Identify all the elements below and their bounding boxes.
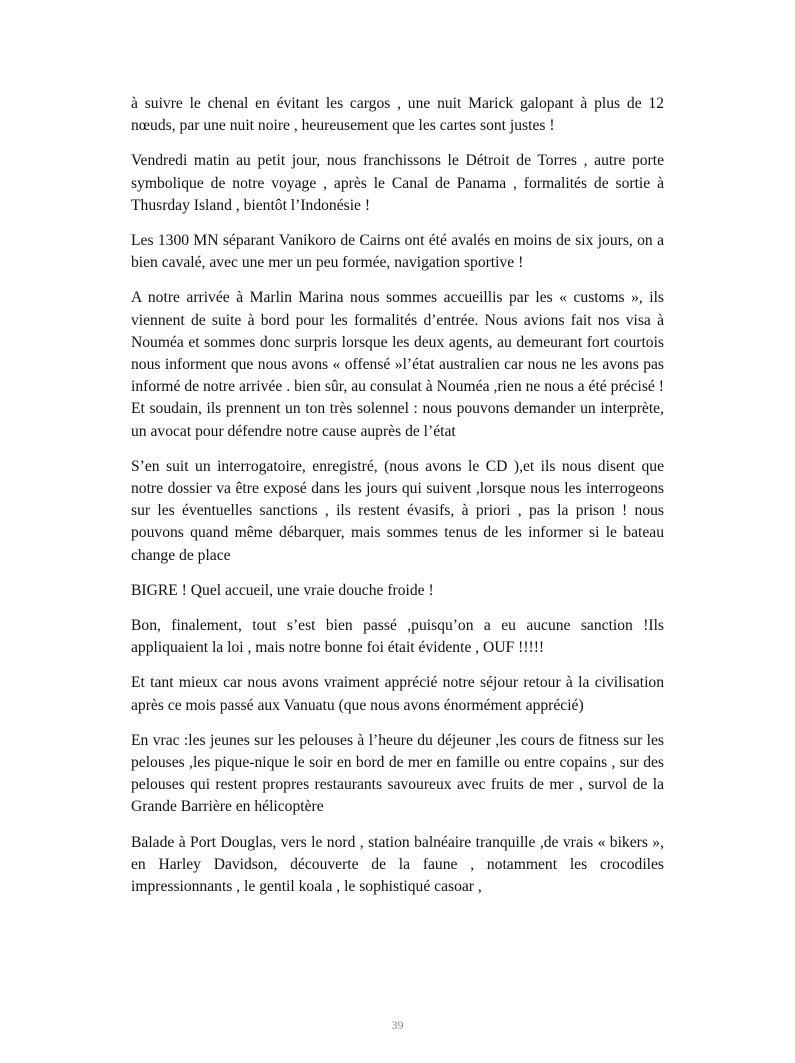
- page-number: 39: [391, 1018, 404, 1032]
- paragraph-interrogatoire: S’en suit un interrogatoire, enregistré, (nous avons le CD ),et ils nous disent que notre dossier va être exposé dans les jours qui suivent ,lorsque nous les interrogeons sur les éventuelles sanctions , ils restent évasifs, à priori , pas la prison ! nous pouvons quand même débarquer, mais sommes tenus de les informer si le bateau change de place: [131, 457, 664, 564]
- paragraph-port-douglas: Balade à Port Douglas, vers le nord , station balnéaire tranquille ,de vrais « bikers », en Harley Davidson, découverte de la faune , notamment les crocodiles impressionnants , le gentil koala , le sophistiqué casoar ,: [131, 833, 664, 896]
- paragraph-detroit-torres: Vendredi matin au petit jour, nous franchissons le Détroit de Torres , autre porte symbolique de notre voyage , après le Canal de Panama , formalités de sortie à Thusrday Island , bientôt l’Indonésie !: [131, 152, 664, 214]
- paragraph-passage-chenal: à suivre le chenal en évitant les cargos , une nuit Marick galopant à plus de 12 nœuds, par une nuit noire , heureusement que les cartes sont justes !: [131, 95, 664, 135]
- paragraph-arrivee-marlin-marina: A notre arrivée à Marlin Marina nous sommes accueillis par les « customs », ils viennent de suite à bord pour les formalités d’entrée. Nous avions fait nos visa à Nouméa et sommes donc surpris lorsque les deux agents, au demeurant fort courtois nous informent que nous avons « offensé »l’état australien car nous ne les avons pas informé de notre arrivée . bien sûr, au consulat à Nouméa ,rien ne nous a été précisé ! Et soudain, ils prennent un ton très solennel : nous pouvons demander un interprète, un avocat pour défendre notre cause auprès de l’état: [131, 289, 664, 440]
- paragraph-vanikoro-cairns: Les 1300 MN séparant Vanikoro de Cairns ont été avalés en moins de six jours, on a bien cavalé, avec une mer un peu formée, navigation sportive !: [131, 232, 664, 272]
- paragraph-finalement: Bon, finalement, tout s’est bien passé ,puisqu’on a eu aucune sanction !Ils appliquaient la loi , mais notre bonne foi était évidente , OUF !!!!!: [131, 617, 664, 657]
- paragraph-en-vrac: En vrac :les jeunes sur les pelouses à l’heure du déjeuner ,les cours de fitness sur les pelouses ,les pique-nique le soir en bord de mer en famille ou entre copains , sur des pelouses qui restent propres restaurants savoureux avec fruits de mer , survol de la Grande Barrière en hélicoptère: [131, 731, 664, 816]
- page-body: [131, 93, 664, 911]
- paragraph-tant-mieux: Et tant mieux car nous avons vraiment apprécié notre séjour retour à la civilisation après ce mois passé aux Vanuatu (que nous avons énormément apprécié): [131, 674, 664, 714]
- paragraph-bigre: BIGRE ! Quel accueil, une vraie douche froide !: [131, 581, 434, 599]
